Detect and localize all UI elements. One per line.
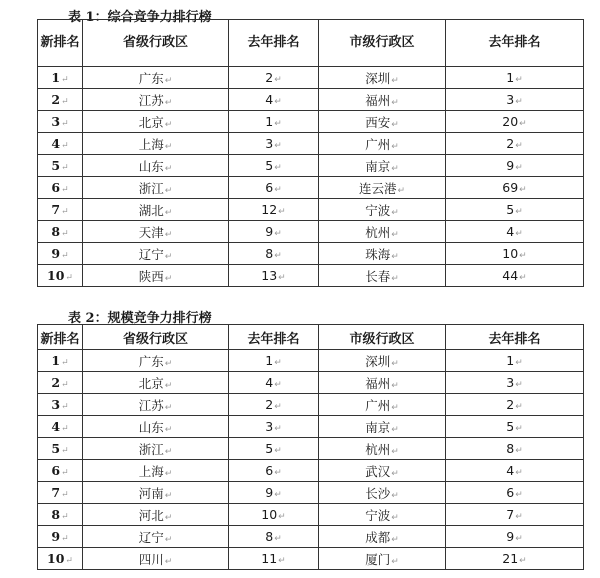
rank-cell: 10↵ (38, 548, 83, 570)
table-row (38, 504, 584, 526)
column-header: 新排名 (38, 325, 83, 350)
rank-cell: 6↵ (38, 460, 83, 482)
city-last-year-cell: 10↵ (446, 243, 584, 265)
city-last-year-cell: 2↵ (446, 394, 584, 416)
province-last-year-cell: 1↵ (229, 111, 319, 133)
table-2-scale-ranking (37, 324, 584, 570)
paragraph-mark: ↵ (274, 358, 282, 368)
paragraph-mark: ↵ (164, 185, 173, 196)
table-2-caption: 表 2：规模竞争力排行榜 (68, 311, 212, 326)
province-last-year-cell: 3↵ (229, 416, 319, 438)
column-header: 新排名 (38, 20, 83, 67)
paragraph-mark: ↵ (274, 97, 282, 107)
column-header: 去年排名 (446, 325, 584, 350)
rank-cell: 8↵ (38, 221, 83, 243)
paragraph-mark: ↵ (278, 207, 286, 217)
rank-cell: 5↵ (38, 438, 83, 460)
paragraph-mark: ↵ (164, 119, 173, 130)
paragraph-mark: ↵ (61, 229, 69, 239)
paragraph-mark: ↵ (391, 556, 399, 567)
paragraph-mark: ↵ (274, 490, 282, 500)
province-cell: 上海↵ (83, 460, 229, 482)
paragraph-mark: ↵ (515, 424, 523, 434)
paragraph-mark: ↵ (391, 163, 399, 174)
table-row (38, 243, 584, 265)
table-row (38, 460, 584, 482)
paragraph-mark: ↵ (61, 468, 69, 478)
rank-cell: 7↵ (38, 482, 83, 504)
paragraph-mark: ↵ (515, 402, 523, 412)
paragraph-mark: ↵ (61, 424, 69, 434)
table-row (38, 438, 584, 460)
city-last-year-cell: 2↵ (446, 133, 584, 155)
rank-cell: 9↵ (38, 526, 83, 548)
table-row (38, 548, 584, 570)
paragraph-mark: ↵ (391, 119, 399, 130)
city-last-year-cell: 69↵ (446, 177, 584, 199)
paragraph-mark: ↵ (391, 358, 399, 369)
province-cell: 辽宁↵ (83, 526, 229, 548)
paragraph-mark: ↵ (519, 273, 527, 283)
table-1-comprehensive-ranking (37, 19, 584, 287)
paragraph-mark: ↵ (61, 75, 69, 85)
province-cell: 天津↵ (83, 221, 229, 243)
rank-cell: 4↵ (38, 133, 83, 155)
rank-cell: 2↵ (38, 372, 83, 394)
paragraph-mark: ↵ (391, 512, 399, 523)
paragraph-mark: ↵ (274, 534, 282, 544)
paragraph-mark: ↵ (164, 534, 173, 545)
paragraph-mark: ↵ (164, 251, 173, 262)
paragraph-mark: ↵ (515, 490, 523, 500)
province-last-year-cell: 9↵ (229, 221, 319, 243)
city-cell: 武汉↵ (319, 460, 446, 482)
city-cell: 深圳↵ (319, 350, 446, 372)
paragraph-mark: ↵ (164, 97, 173, 108)
paragraph-mark: ↵ (61, 251, 69, 261)
city-last-year-cell: 5↵ (446, 199, 584, 221)
paragraph-mark: ↵ (274, 251, 282, 261)
table-1-caption: 表 1：综合竞争力排行榜 (68, 10, 212, 25)
paragraph-mark: ↵ (391, 75, 399, 86)
province-cell: 江苏↵ (83, 394, 229, 416)
column-header: 省级行政区 (83, 325, 229, 350)
province-cell: 北京↵ (83, 111, 229, 133)
paragraph-mark: ↵ (61, 163, 69, 173)
province-last-year-cell: 3↵ (229, 133, 319, 155)
paragraph-mark: ↵ (391, 446, 399, 457)
paragraph-mark: ↵ (164, 446, 173, 457)
paragraph-mark: ↵ (391, 424, 399, 435)
province-cell: 广东↵ (83, 67, 229, 89)
province-last-year-cell: 4↵ (229, 89, 319, 111)
table-row (38, 394, 584, 416)
rank-cell: 6↵ (38, 177, 83, 199)
city-last-year-cell: 44↵ (446, 265, 584, 287)
column-header: 去年排名 (229, 20, 319, 67)
city-cell: 南京↵ (319, 155, 446, 177)
paragraph-mark: ↵ (61, 490, 69, 500)
paragraph-mark: ↵ (164, 380, 173, 391)
province-last-year-cell: 9↵ (229, 482, 319, 504)
city-cell: 连云港↵ (319, 177, 446, 199)
paragraph-mark: ↵ (515, 207, 523, 217)
province-cell: 浙江↵ (83, 438, 229, 460)
table-row (38, 482, 584, 504)
paragraph-mark: ↵ (164, 358, 173, 369)
province-last-year-cell: 10↵ (229, 504, 319, 526)
table-row (38, 526, 584, 548)
rank-cell: 10↵ (38, 265, 83, 287)
city-last-year-cell: 9↵ (446, 155, 584, 177)
city-cell: 广州↵ (319, 133, 446, 155)
table-row (38, 133, 584, 155)
paragraph-mark: ↵ (274, 185, 282, 195)
city-cell: 西安↵ (319, 111, 446, 133)
paragraph-mark: ↵ (61, 185, 69, 195)
table-row (38, 199, 584, 221)
city-last-year-cell: 1↵ (446, 350, 584, 372)
city-cell: 深圳↵ (319, 67, 446, 89)
paragraph-mark: ↵ (515, 446, 523, 456)
province-cell: 山东↵ (83, 155, 229, 177)
paragraph-mark: ↵ (391, 251, 399, 262)
city-cell: 杭州↵ (319, 438, 446, 460)
city-last-year-cell: 3↵ (446, 372, 584, 394)
city-last-year-cell: 20↵ (446, 111, 584, 133)
city-last-year-cell: 9↵ (446, 526, 584, 548)
table-row (38, 67, 584, 89)
paragraph-mark: ↵ (274, 141, 282, 151)
paragraph-mark: ↵ (519, 556, 527, 566)
province-cell: 江苏↵ (83, 89, 229, 111)
table-row (38, 177, 584, 199)
paragraph-mark: ↵ (164, 424, 173, 435)
paragraph-mark: ↵ (61, 446, 69, 456)
paragraph-mark: ↵ (274, 424, 282, 434)
city-cell: 长沙↵ (319, 482, 446, 504)
province-last-year-cell: 2↵ (229, 67, 319, 89)
paragraph-mark: ↵ (61, 402, 69, 412)
paragraph-mark: ↵ (391, 380, 399, 391)
paragraph-mark: ↵ (515, 358, 523, 368)
province-last-year-cell: 6↵ (229, 177, 319, 199)
province-cell: 河北↵ (83, 504, 229, 526)
paragraph-mark: ↵ (274, 468, 282, 478)
table-row (38, 221, 584, 243)
province-last-year-cell: 1↵ (229, 350, 319, 372)
province-cell: 浙江↵ (83, 177, 229, 199)
city-last-year-cell: 5↵ (446, 416, 584, 438)
rank-cell: 5↵ (38, 155, 83, 177)
paragraph-mark: ↵ (515, 75, 523, 85)
city-cell: 福州↵ (319, 372, 446, 394)
city-last-year-cell: 6↵ (446, 482, 584, 504)
rank-cell: 8↵ (38, 504, 83, 526)
province-cell: 湖北↵ (83, 199, 229, 221)
paragraph-mark: ↵ (164, 75, 173, 86)
paragraph-mark: ↵ (164, 512, 173, 523)
city-last-year-cell: 4↵ (446, 221, 584, 243)
paragraph-mark: ↵ (278, 273, 286, 283)
paragraph-mark: ↵ (515, 229, 523, 239)
province-last-year-cell: 13↵ (229, 265, 319, 287)
city-last-year-cell: 21↵ (446, 548, 584, 570)
paragraph-mark: ↵ (61, 119, 69, 129)
province-last-year-cell: 5↵ (229, 155, 319, 177)
city-cell: 福州↵ (319, 89, 446, 111)
city-cell: 宁波↵ (319, 199, 446, 221)
city-cell: 杭州↵ (319, 221, 446, 243)
paragraph-mark: ↵ (61, 97, 69, 107)
city-cell: 南京↵ (319, 416, 446, 438)
column-header: 去年排名 (446, 20, 584, 67)
paragraph-mark: ↵ (274, 229, 282, 239)
paragraph-mark: ↵ (391, 402, 399, 413)
table-header-row (38, 325, 584, 350)
table-row (38, 372, 584, 394)
city-cell: 广州↵ (319, 394, 446, 416)
rank-cell: 3↵ (38, 394, 83, 416)
paragraph-mark: ↵ (164, 229, 173, 240)
paragraph-mark: ↵ (61, 512, 69, 522)
province-last-year-cell: 12↵ (229, 199, 319, 221)
province-last-year-cell: 2↵ (229, 394, 319, 416)
rank-cell: 7↵ (38, 199, 83, 221)
paragraph-mark: ↵ (274, 446, 282, 456)
province-last-year-cell: 8↵ (229, 526, 319, 548)
paragraph-mark: ↵ (519, 251, 527, 261)
city-last-year-cell: 1↵ (446, 67, 584, 89)
province-cell: 陕西↵ (83, 265, 229, 287)
column-header: 市级行政区 (319, 325, 446, 350)
city-last-year-cell: 7↵ (446, 504, 584, 526)
city-cell: 成都↵ (319, 526, 446, 548)
paragraph-mark: ↵ (274, 75, 282, 85)
province-cell: 北京↵ (83, 372, 229, 394)
province-cell: 山东↵ (83, 416, 229, 438)
paragraph-mark: ↵ (164, 490, 173, 501)
column-header: 市级行政区 (319, 20, 446, 67)
table-row (38, 111, 584, 133)
paragraph-mark: ↵ (515, 380, 523, 390)
column-header: 去年排名 (229, 325, 319, 350)
paragraph-mark: ↵ (164, 163, 173, 174)
paragraph-mark: ↵ (61, 207, 69, 217)
rank-cell: 2↵ (38, 89, 83, 111)
rank-cell: 9↵ (38, 243, 83, 265)
paragraph-mark: ↵ (164, 141, 173, 152)
paragraph-mark: ↵ (391, 97, 399, 108)
paragraph-mark: ↵ (391, 229, 399, 240)
paragraph-mark: ↵ (515, 163, 523, 173)
city-last-year-cell: 3↵ (446, 89, 584, 111)
column-header: 省级行政区 (83, 20, 229, 67)
paragraph-mark: ↵ (391, 273, 399, 284)
paragraph-mark: ↵ (164, 556, 173, 567)
paragraph-mark: ↵ (391, 141, 399, 152)
table-row (38, 265, 584, 287)
paragraph-mark: ↵ (515, 512, 523, 522)
province-last-year-cell: 4↵ (229, 372, 319, 394)
paragraph-mark: ↵ (391, 207, 399, 218)
paragraph-mark: ↵ (61, 141, 69, 151)
paragraph-mark: ↵ (397, 185, 406, 196)
paragraph-mark: ↵ (164, 207, 173, 218)
paragraph-mark: ↵ (65, 556, 73, 566)
rank-cell: 1↵ (38, 67, 83, 89)
paragraph-mark: ↵ (65, 273, 73, 283)
province-cell: 河南↵ (83, 482, 229, 504)
province-last-year-cell: 8↵ (229, 243, 319, 265)
city-cell: 珠海↵ (319, 243, 446, 265)
paragraph-mark: ↵ (61, 380, 69, 390)
rank-cell: 1↵ (38, 350, 83, 372)
paragraph-mark: ↵ (519, 185, 527, 195)
city-last-year-cell: 4↵ (446, 460, 584, 482)
paragraph-mark: ↵ (274, 119, 282, 129)
paragraph-mark: ↵ (515, 534, 523, 544)
province-cell: 上海↵ (83, 133, 229, 155)
paragraph-mark: ↵ (391, 534, 399, 545)
city-cell: 宁波↵ (319, 504, 446, 526)
paragraph-mark: ↵ (274, 402, 282, 412)
province-cell: 四川↵ (83, 548, 229, 570)
paragraph-mark: ↵ (391, 490, 399, 501)
province-last-year-cell: 6↵ (229, 460, 319, 482)
rank-cell: 3↵ (38, 111, 83, 133)
paragraph-mark: ↵ (515, 97, 523, 107)
paragraph-mark: ↵ (274, 163, 282, 173)
province-cell: 辽宁↵ (83, 243, 229, 265)
city-cell: 厦门↵ (319, 548, 446, 570)
table-row (38, 350, 584, 372)
paragraph-mark: ↵ (61, 534, 69, 544)
province-cell: 广东↵ (83, 350, 229, 372)
province-last-year-cell: 11↵ (229, 548, 319, 570)
paragraph-mark: ↵ (391, 468, 399, 479)
table-row (38, 89, 584, 111)
rank-cell: 4↵ (38, 416, 83, 438)
paragraph-mark: ↵ (519, 119, 527, 129)
city-cell: 长春↵ (319, 265, 446, 287)
paragraph-mark: ↵ (515, 141, 523, 151)
paragraph-mark: ↵ (61, 358, 69, 368)
paragraph-mark: ↵ (164, 402, 173, 413)
paragraph-mark: ↵ (278, 512, 286, 522)
paragraph-mark: ↵ (274, 380, 282, 390)
table-row (38, 155, 584, 177)
table-header-row (38, 20, 584, 67)
paragraph-mark: ↵ (515, 468, 523, 478)
paragraph-mark: ↵ (278, 556, 286, 566)
city-last-year-cell: 8↵ (446, 438, 584, 460)
paragraph-mark: ↵ (164, 273, 173, 284)
province-last-year-cell: 5↵ (229, 438, 319, 460)
table-row (38, 416, 584, 438)
paragraph-mark: ↵ (164, 468, 173, 479)
